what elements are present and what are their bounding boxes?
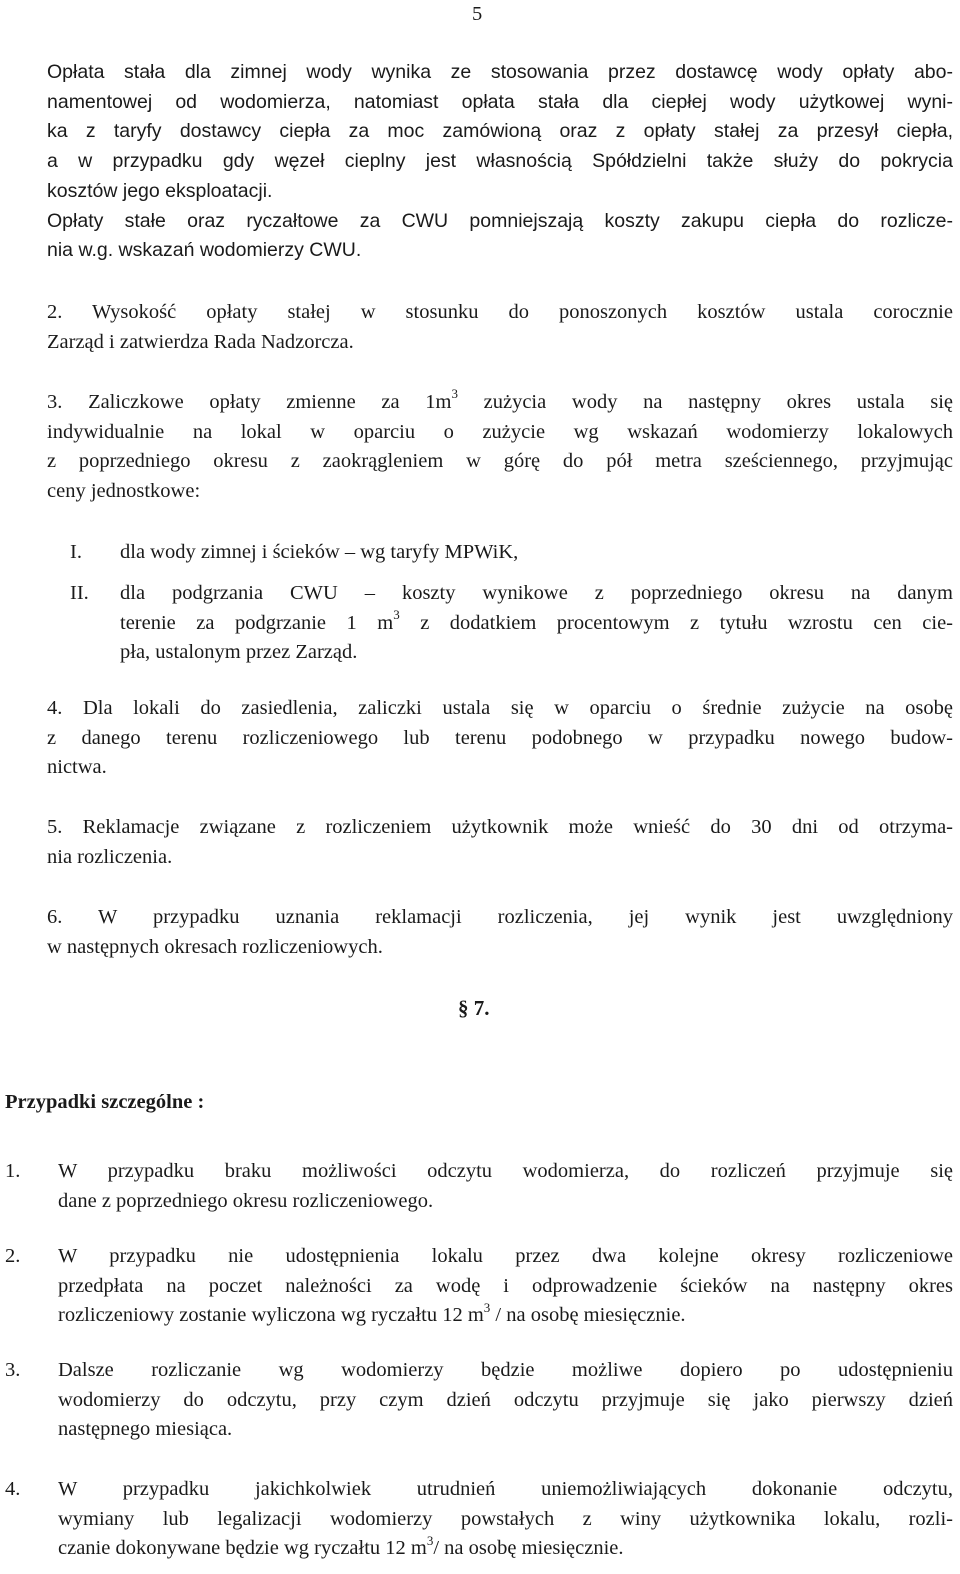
item-text: z danego terenu rozliczeniowego lub terenu podobnego w przypadku nowego budow- [47,726,953,749]
intro-line: Opłata stała dla zimnej wody wynika ze stosowania przez dostawcę wody opłaty abo- [47,61,953,83]
page-number: 5 [472,3,483,25]
item-text: zużycia wody na następny okres ustala się [457,391,954,413]
sub-item-i-text: dla wody zimnej i ścieków – wg taryfy MPWiK, [120,541,519,563]
item-text: dane z poprzedniego okresu rozliczeniowego. [58,1189,434,1212]
item-text: indywidualnie na lokal w oparciu o zużycie wg wskazań wodomierzy lokalowych [47,420,953,443]
item-number: 4. [5,1478,21,1500]
list-item-2 [47,298,953,357]
special-item-2 [58,1242,953,1331]
item-text: ceny jednostkowe: [47,480,201,503]
superscript: 3 [393,606,400,622]
special-item-3 [58,1356,953,1445]
item-text: w następnych okresach rozliczeniowych. [47,935,383,958]
item-number: 4. [47,697,63,719]
list-item-6 [47,903,953,962]
item-text: pła, ustalonym przez Zarząd. [120,641,358,664]
item-text: dla podgrzania CWU – koszty wynikowe z poprzedniego okresu na danym [120,582,953,604]
item-text: przedpłata na poczet należności za wodę i odprowadzenie ścieków na następny okres [58,1274,953,1297]
list-item-3 [47,388,953,507]
item-text: nia rozliczenia. [47,845,173,868]
item-text: / na osobę miesięcznie. [490,1304,686,1327]
intro-line: nia w.g. wskazań wodomierzy CWU. [47,239,362,262]
item-text: W przypadku uznania reklamacji rozliczenia, jej wynik jest uwzględniony [98,906,953,928]
item-number: 2. [47,301,63,323]
item-text: z dodatkiem procentowym z tytułu wzrostu cen cie- [399,611,953,634]
item-number: 3. [5,1359,21,1381]
special-item-1 [58,1157,953,1216]
item-text: Dalsze rozliczanie wg wodomierzy będzie możliwe dopiero po udostępnieniu [58,1359,953,1381]
item-text: terenie za podgrzanie 1 m [120,611,394,634]
intro-line: a w przypadku gdy węzeł cieplny jest własnością Spółdzielni także służy do pokrycia [47,150,953,173]
item-text: następnego miesiąca. [58,1418,233,1441]
intro-line: ka z taryfy dostawcy ciepła za moc zamówioną oraz z opłaty stałej za przesył ciepła, [47,120,953,143]
item-text: W przypadku braku możliwości odczytu wodomierza, do rozliczeń przyjmuje się [58,1160,953,1182]
sub-item-ii-text [120,579,953,668]
item-text: wymiany lub legalizacji wodomierzy powstałych z winy użytkownika lokalu, rozli- [58,1507,953,1530]
sub-item-i-number: I. [70,541,82,563]
item-number: 3. [47,391,63,413]
item-text: wodomierzy do odczytu, przy czym dzień odczytu przyjmuje się jako pierwszy dzień [58,1388,953,1411]
item-text: z poprzedniego okresu z zaokrągleniem w górę do pół metra sześciennego, przyjmując [47,450,953,473]
intro-line: Opłaty stałe oraz ryczałtowe za CWU pomniejszają koszty zakupu ciepła do rozlicze- [47,209,953,232]
item-number: 5. [47,816,63,838]
superscript: 3 [451,386,458,402]
item-text: Reklamacje związane z rozliczeniem użytkownik może wnieść do 30 dni od otrzyma- [82,816,953,838]
list-item-4 [47,694,953,783]
item-text: Zarząd i zatwierdza Rada Nadzorcza. [47,330,354,353]
item-text: czanie dokonywane będzie wg ryczałtu 12 m [58,1537,427,1560]
special-item-4 [58,1475,953,1564]
intro-line: namentowej od wodomierza, natomiast opłata stała dla ciepłej wody użytkowej wyni- [47,90,953,113]
item-number: 6. [47,906,63,928]
superscript: 3 [426,1532,434,1548]
item-text: Zaliczkowe opłaty zmienne za 1m [88,391,452,413]
intro-paragraph [47,58,953,266]
item-text: W przypadku jakichkolwiek utrudnień uniemożliwiających dokonanie odczytu, [58,1478,953,1500]
sub-item-ii-number: II. [70,582,89,604]
item-text: Wysokość opłaty stałej w stosunku do ponoszonych kosztów ustala corocznie [92,301,953,323]
item-number: 1. [5,1160,21,1182]
list-item-5 [47,813,953,872]
intro-line: kosztów jego eksploatacji. [47,179,273,202]
item-text: W przypadku nie udostępnienia lokalu przez dwa kolejne okresy rozliczeniowe [58,1245,953,1267]
item-number: 2. [5,1245,21,1267]
item-text: rozliczeniowy zostanie wyliczona wg ryczałtu 12 m [58,1304,484,1327]
item-text: / na osobę miesięcznie. [433,1537,624,1560]
item-text: nictwa. [47,756,107,779]
superscript: 3 [483,1299,491,1315]
item-text: Dla lokali do zasiedlenia, zaliczki ustala się w oparciu o średnie zużycie na osobę [82,697,953,719]
special-cases-heading: Przypadki szczególne : [5,1091,205,1113]
section-mark: § 7. [458,996,490,1020]
